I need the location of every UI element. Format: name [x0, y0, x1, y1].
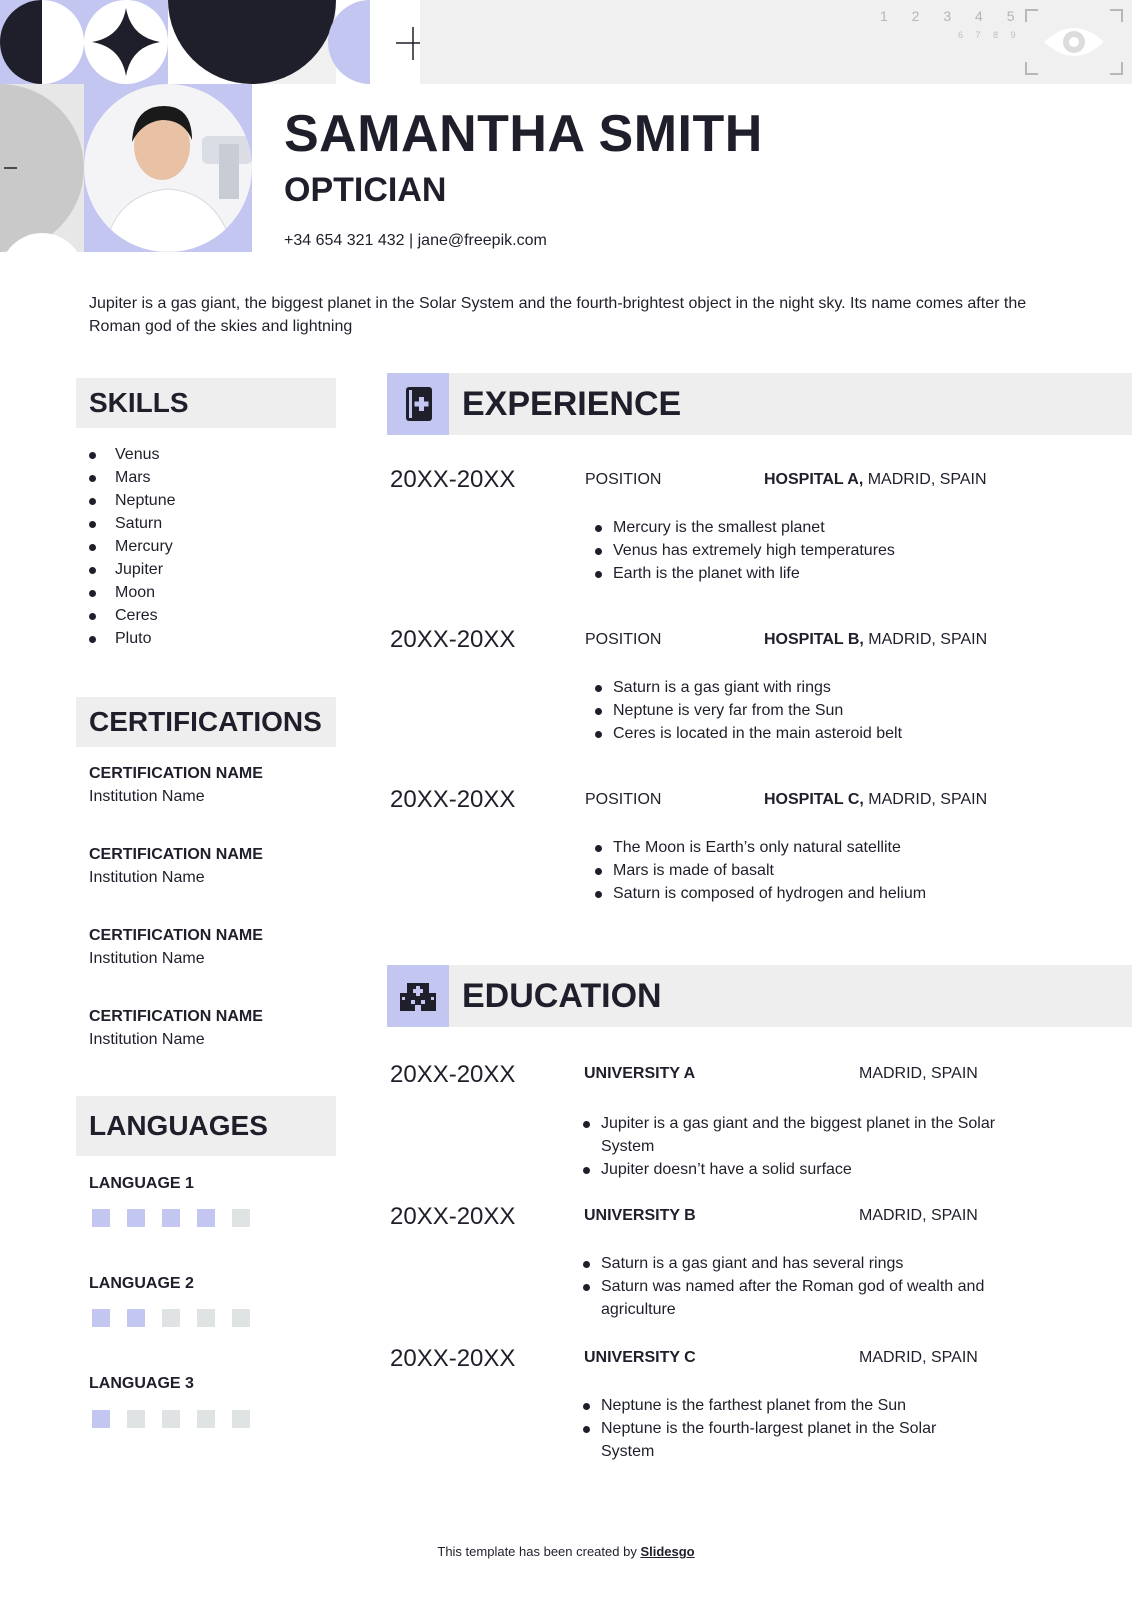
experience-employer: HOSPITAL C, MADRID, SPAIN: [764, 791, 988, 808]
level-square-filled: [92, 1410, 110, 1428]
certification-name: CERTIFICATION NAME: [89, 1008, 263, 1025]
education-location: MADRID, SPAIN: [859, 1349, 978, 1366]
bullet-item: Mercury is the smallest planet: [595, 516, 895, 539]
certification-item: [89, 924, 263, 970]
certification-item: [89, 843, 263, 889]
skill-item: Moon: [89, 581, 176, 604]
education-bullets: [583, 1112, 1003, 1181]
experience-heading: EXPERIENCE: [462, 385, 682, 423]
bullet-item: Ceres is located in the main asteroid belt: [595, 722, 902, 745]
skill-item: Neptune: [89, 489, 176, 512]
level-square-empty: [232, 1410, 250, 1428]
institution-name: Institution Name: [89, 1031, 205, 1048]
education-date: 20XX-20XX: [390, 1203, 516, 1230]
footer-text: This template has been created by: [437, 1544, 641, 1559]
eye-chart-row: 1 2 3 4 5: [880, 8, 1025, 24]
skill-item: Jupiter: [89, 558, 176, 581]
language-level: [92, 1410, 250, 1428]
experience-date: 20XX-20XX: [390, 626, 516, 653]
profile-summary: Jupiter is a gas giant, the biggest planet in the Solar System and the fourth-brightest object in the night sky. Its name comes after the Roman god of the skies and lightning: [89, 295, 1027, 335]
person-name: SAMANTHA SMITH: [284, 105, 763, 163]
footer-credit: [0, 1543, 1132, 1561]
eye-chart-row: 6 7 8 9: [958, 30, 1021, 40]
experience-date: 20XX-20XX: [390, 786, 516, 813]
medical-book-icon: [387, 373, 449, 435]
skill-item: Pluto: [89, 627, 176, 650]
education-heading: EDUCATION: [462, 977, 662, 1015]
bullet-item: Jupiter doesn’t have a solid surface: [583, 1158, 1003, 1181]
level-square-empty: [162, 1309, 180, 1327]
skill-item: Saturn: [89, 512, 176, 535]
bullet-item: Saturn is a gas giant and has several rings: [583, 1252, 1003, 1275]
education-university: UNIVERSITY C: [584, 1349, 696, 1366]
level-square-filled: [127, 1309, 145, 1327]
bullet-item: Earth is the planet with life: [595, 562, 895, 585]
language-level: [92, 1309, 250, 1327]
education-date: 20XX-20XX: [390, 1345, 516, 1372]
level-square-filled: [162, 1209, 180, 1227]
education-bullets: [583, 1394, 983, 1463]
level-square-filled: [92, 1209, 110, 1227]
bullet-item: Venus has extremely high temperatures: [595, 539, 895, 562]
experience-employer: HOSPITAL B, MADRID, SPAIN: [764, 631, 988, 648]
bullet-item: Saturn is composed of hydrogen and helium: [595, 882, 926, 905]
bullet-item: Neptune is the farthest planet from the Sun: [583, 1394, 983, 1417]
bullet-item: Saturn is a gas giant with rings: [595, 676, 902, 699]
certification-item: [89, 762, 263, 808]
education-university: UNIVERSITY B: [584, 1207, 696, 1224]
language-name: LANGUAGE 2: [89, 1275, 194, 1292]
education-university: UNIVERSITY A: [584, 1065, 696, 1082]
level-square-empty: [232, 1309, 250, 1327]
slidesgo-link[interactable]: Slidesgo: [640, 1544, 695, 1559]
institution-name: Institution Name: [89, 869, 205, 886]
certification-name: CERTIFICATION NAME: [89, 846, 263, 863]
skills-list: [89, 443, 176, 650]
bullet-item: Jupiter is a gas giant and the biggest planet in the Solar System: [583, 1112, 1003, 1158]
level-square-empty: [197, 1410, 215, 1428]
level-square-empty: [127, 1410, 145, 1428]
certification-name: CERTIFICATION NAME: [89, 927, 263, 944]
experience-bullets: [595, 516, 895, 585]
certification-item: [89, 1005, 263, 1051]
education-location: MADRID, SPAIN: [859, 1207, 978, 1224]
skill-item: Mercury: [89, 535, 176, 558]
certifications-heading: CERTIFICATIONS: [76, 697, 336, 747]
institution-name: Institution Name: [89, 788, 205, 805]
level-square-filled: [127, 1209, 145, 1227]
bullet-item: Neptune is the fourth-largest planet in the Solar System: [583, 1417, 983, 1463]
skill-item: Mars: [89, 466, 176, 489]
level-square-empty: [162, 1410, 180, 1428]
bullet-item: The Moon is Earth’s only natural satellite: [595, 836, 926, 859]
level-square-filled: [92, 1309, 110, 1327]
certification-name: CERTIFICATION NAME: [89, 765, 263, 782]
experience-bullets: [595, 836, 926, 905]
experience-position: POSITION: [585, 791, 662, 808]
language-name: LANGUAGE 3: [89, 1375, 194, 1392]
bullet-item: Saturn was named after the Roman god of wealth and agriculture: [583, 1275, 1003, 1321]
eye-icon: [1024, 8, 1124, 76]
education-header: [387, 965, 1132, 1027]
experience-header: [387, 373, 1132, 435]
level-square-filled: [197, 1209, 215, 1227]
skill-item: Ceres: [89, 604, 176, 627]
experience-employer: HOSPITAL A, MADRID, SPAIN: [764, 471, 987, 488]
contact-info: +34 654 321 432 | jane@freepik.com: [284, 232, 547, 249]
experience-bullets: [595, 676, 902, 745]
language-name: LANGUAGE 1: [89, 1175, 194, 1192]
language-level: [92, 1209, 250, 1227]
bullet-item: Mars is made of basalt: [595, 859, 926, 882]
experience-position: POSITION: [585, 471, 662, 488]
skill-item: Venus: [89, 443, 176, 466]
experience-date: 20XX-20XX: [390, 466, 516, 493]
education-date: 20XX-20XX: [390, 1061, 516, 1088]
education-bullets: [583, 1252, 1003, 1321]
level-square-empty: [232, 1209, 250, 1227]
hospital-building-icon: [387, 965, 449, 1027]
profile-photo: [84, 84, 252, 252]
institution-name: Institution Name: [89, 950, 205, 967]
education-location: MADRID, SPAIN: [859, 1065, 978, 1082]
bullet-item: Neptune is very far from the Sun: [595, 699, 902, 722]
level-square-empty: [197, 1309, 215, 1327]
skills-heading: SKILLS: [76, 378, 336, 428]
experience-position: POSITION: [585, 631, 662, 648]
languages-heading: LANGUAGES: [76, 1096, 336, 1156]
job-title: OPTICIAN: [284, 171, 447, 209]
